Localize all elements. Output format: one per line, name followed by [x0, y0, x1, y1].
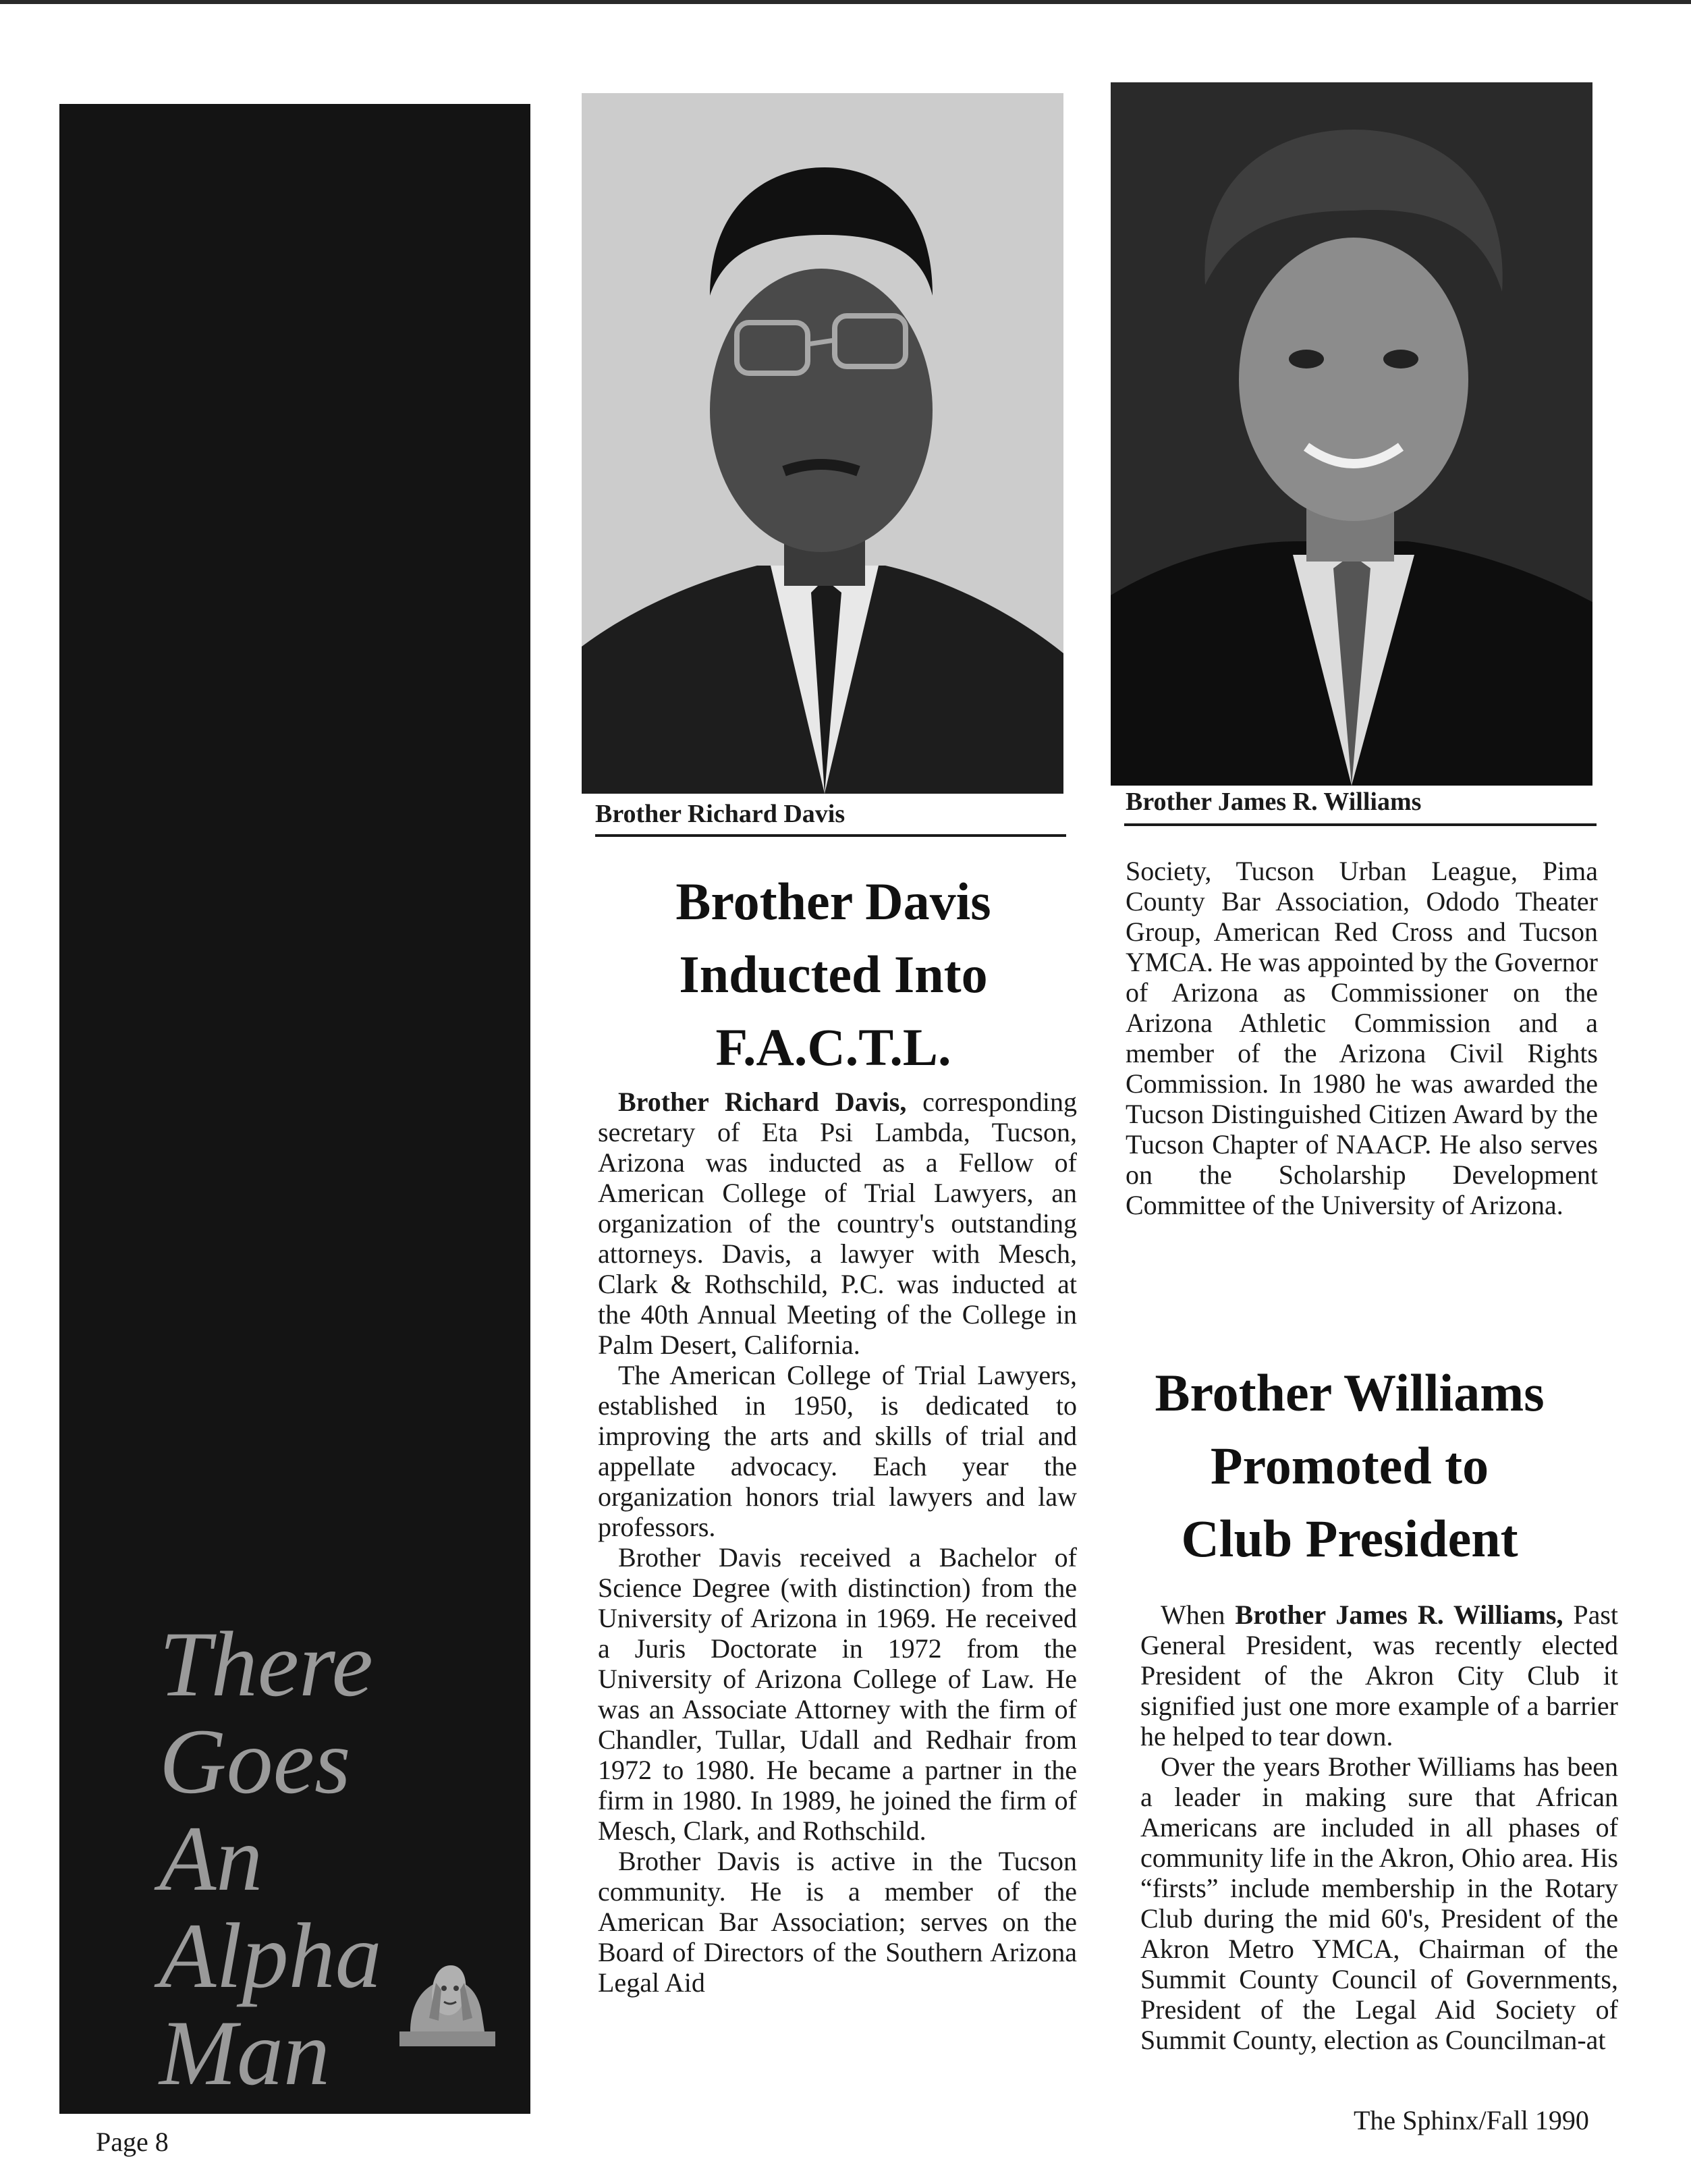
lead-name: Brother Richard Davis, — [618, 1087, 907, 1117]
headline-line: Promoted to — [1210, 1436, 1489, 1495]
page-number: Page 8 — [96, 2127, 169, 2157]
slogan-line: Goes — [159, 1710, 351, 1813]
slogan-line: An — [159, 1807, 263, 1910]
article-body-davis — [598, 1087, 1077, 1998]
article-continuation-davis — [1126, 856, 1598, 1220]
paragraph-text: When — [1161, 1600, 1225, 1630]
headline-davis — [607, 865, 1059, 1084]
photo-caption-williams: Brother James R. Williams — [1126, 788, 1422, 816]
article-body-williams — [1140, 1600, 1618, 2055]
caption-rule — [1124, 823, 1597, 826]
slogan-line: There — [159, 1612, 373, 1716]
headline-line: F.A.C.T.L. — [715, 1018, 951, 1076]
paragraph — [1140, 1600, 1618, 1751]
paragraph-text: corresponding secretary of Eta Psi Lambda, Tucson, Arizona was inducted as a Fellow of American College of Trial Lawyers, an organization of the country's outstanding attorneys. Davis, a lawyer with Mesch, Clark & Rothschild, P.C. was inducted at the 40th Annual Meeting of the College in Palm Desert, California. — [598, 1087, 1077, 1360]
top-rule — [0, 0, 1691, 4]
paragraph: Brother Davis is active in the Tucson community. He is a member of the American Bar Association; serves on the Board of Directors of the Southern Arizona Legal Aid — [598, 1846, 1077, 1998]
issue-label: The Sphinx/Fall 1990 — [1354, 2105, 1589, 2135]
paragraph-text: Past General President, was recently elected President of the Akron City Club it signified just one more example of a barrier he helped to tear down. — [1140, 1600, 1619, 1751]
paragraph: Brother Davis received a Bachelor of Science Degree (with distinction) from the University of Arizona in 1969. He received a Juris Doctorate in 1972 from the University of Arizona College of Law. He was an Associate Attorney with the firm of Chandler, Tullar, Udall and Redhair from 1972 to 1980. He became a partner in the firm in 1980. In 1989, he joined the firm of Mesch, Clark, and Rothschild. — [598, 1542, 1077, 1846]
headline-line: Club President — [1181, 1509, 1518, 1568]
photo-caption-davis: Brother Richard Davis — [595, 800, 846, 828]
headline-line: Inducted Into — [679, 945, 988, 1004]
slogan-line: Man — [159, 2001, 330, 2104]
williams-portrait-photo — [1111, 82, 1592, 786]
paragraph: Society, Tucson Urban League, Pima County Bar Association, Ododo Theater Group, American Red Cross and Tucson YMCA. He was appointed by the Governor of Arizona as Commissioner on the Arizona Athletic Commission and a member of the Arizona Civil Rights Commission. In 1980 he was awarded the Tucson Distinguished Citizen Award by the Tucson Chapter of NAACP. He also serves on the Scholarship Development Committee of the University of Arizona. — [1126, 856, 1598, 1220]
headline-line: Brother Williams — [1155, 1363, 1545, 1422]
slogan-line: Alpha — [159, 1904, 382, 2007]
paragraph — [598, 1087, 1077, 1360]
caption-rule — [595, 834, 1066, 837]
paragraph: Over the years Brother Williams has been a leader in making sure that African Americans are included in all phases of community life in the Akron, Ohio area. His “firsts” include membership in the Rotary Club during the mid 60's, President of the Akron Metro YMCA, Chairman of the Summit County Council of Governments, President of the Legal Aid Society of Summit County, election as Councilman-at — [1140, 1751, 1618, 2055]
headline-line: Brother Davis — [675, 872, 991, 931]
paragraph: The American College of Trial Lawyers, established in 1950, is dedicated to improving the arts and skills of trial and appellate advocacy. Each year the organization honors trial lawyers and law professors. — [598, 1360, 1077, 1542]
sphinx-logo-icon — [397, 1956, 498, 2057]
headline-williams — [1113, 1357, 1586, 1575]
lead-name: Brother James R. Williams, — [1235, 1600, 1563, 1630]
davis-portrait-photo — [582, 93, 1063, 794]
